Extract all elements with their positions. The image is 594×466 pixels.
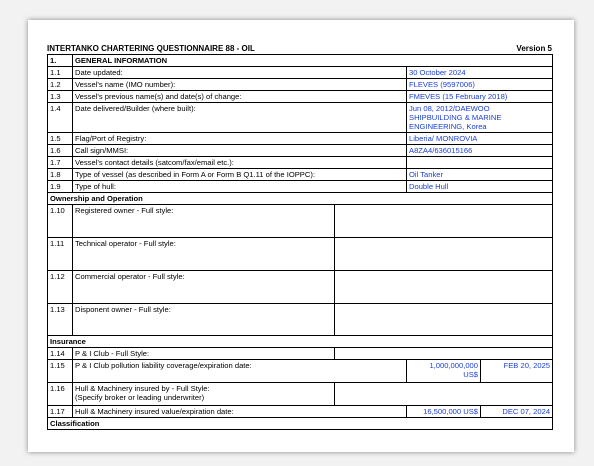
row-number: 1.10 bbox=[48, 205, 73, 238]
expiration-date[interactable]: DEC 07, 2024 bbox=[481, 406, 553, 418]
row-number: 1.12 bbox=[48, 271, 73, 304]
row-number: 1.15 bbox=[48, 360, 73, 383]
row-value[interactable] bbox=[335, 205, 553, 238]
row-value[interactable]: Oil Tanker bbox=[407, 169, 553, 181]
document-title: INTERTANKO CHARTERING QUESTIONNAIRE 88 - OIL bbox=[47, 44, 255, 53]
table-row bbox=[48, 145, 553, 157]
table-row bbox=[48, 360, 553, 383]
table-row bbox=[48, 348, 553, 360]
row-value[interactable] bbox=[335, 348, 553, 360]
row-number: 1.8 bbox=[48, 169, 73, 181]
table-row bbox=[48, 193, 553, 205]
row-label: Registered owner - Full style: bbox=[73, 205, 335, 238]
row-label: Flag/Port of Registry: bbox=[73, 133, 407, 145]
row-number: 1.14 bbox=[48, 348, 73, 360]
row-number: 1.16 bbox=[48, 383, 73, 406]
value-line: SHIPBUILDING & MARINE bbox=[409, 113, 502, 122]
row-number: 1.13 bbox=[48, 304, 73, 336]
row-value[interactable]: A8ZA4/636015166 bbox=[407, 145, 553, 157]
value-line: ENGINEERING, Korea bbox=[409, 122, 487, 131]
row-value[interactable]: Liberia/ MONROVIA bbox=[407, 133, 553, 145]
row-number: 1.2 bbox=[48, 79, 73, 91]
row-value[interactable] bbox=[335, 271, 553, 304]
row-number: 1.4 bbox=[48, 103, 73, 133]
document-header bbox=[47, 44, 552, 54]
table-row bbox=[48, 103, 553, 133]
insured-value[interactable]: 16,500,000 US$ bbox=[407, 406, 481, 418]
row-value[interactable]: FMEVES (15 February 2018) bbox=[407, 91, 553, 103]
table-row bbox=[48, 238, 553, 271]
row-label: Type of vessel (as described in Form A or Form B Q1.11 of the IOPPC): bbox=[73, 169, 407, 181]
table-row bbox=[48, 406, 553, 418]
table-row bbox=[48, 418, 553, 430]
row-number: 1.11 bbox=[48, 238, 73, 271]
questionnaire-table bbox=[47, 54, 553, 430]
row-number: 1.6 bbox=[48, 145, 73, 157]
table-row bbox=[48, 133, 553, 145]
value-line: Jun 08, 2012/DAEWOO bbox=[409, 104, 490, 113]
section-heading: Insurance bbox=[48, 336, 553, 348]
row-label: Type of hull: bbox=[73, 181, 407, 193]
amount-unit: US$ bbox=[463, 370, 478, 379]
row-label: Date delivered/Builder (where built): bbox=[73, 103, 407, 133]
coverage-amount[interactable] bbox=[407, 360, 481, 383]
table-row bbox=[48, 55, 553, 67]
row-number: 1. bbox=[48, 55, 73, 67]
row-number: 1.9 bbox=[48, 181, 73, 193]
label-line: (Specify broker or leading underwriter) bbox=[75, 393, 205, 402]
section-heading: Ownership and Operation bbox=[48, 193, 553, 205]
row-label: Vessel's contact details (satcom/fax/email etc.): bbox=[73, 157, 407, 169]
row-value[interactable] bbox=[335, 383, 553, 406]
row-label: Technical operator - Full style: bbox=[73, 238, 335, 271]
table-row bbox=[48, 169, 553, 181]
row-value[interactable]: FLEVES (9597006) bbox=[407, 79, 553, 91]
document-page bbox=[28, 20, 574, 452]
table-row bbox=[48, 67, 553, 79]
row-number: 1.5 bbox=[48, 133, 73, 145]
row-number: 1.7 bbox=[48, 157, 73, 169]
row-label: Call sign/MMSI: bbox=[73, 145, 407, 157]
amount-line: 1,000,000,000 bbox=[429, 361, 478, 370]
row-value[interactable] bbox=[407, 103, 553, 133]
row-label: Disponent owner - Full style: bbox=[73, 304, 335, 336]
table-row bbox=[48, 383, 553, 406]
expiration-date[interactable]: FEB 20, 2025 bbox=[481, 360, 553, 383]
table-row bbox=[48, 157, 553, 169]
row-number: 1.17 bbox=[48, 406, 73, 418]
row-value[interactable]: Double Hull bbox=[407, 181, 553, 193]
row-number: 1.1 bbox=[48, 67, 73, 79]
table-row bbox=[48, 271, 553, 304]
row-value[interactable] bbox=[335, 238, 553, 271]
section-heading: Classification bbox=[48, 418, 553, 430]
row-label: P & I Club pollution liability coverage/expiration date: bbox=[73, 360, 407, 383]
row-value[interactable] bbox=[407, 157, 553, 169]
row-value[interactable]: 30 October 2024 bbox=[407, 67, 553, 79]
row-label: Vessel's previous name(s) and date(s) of change: bbox=[73, 91, 407, 103]
table-row bbox=[48, 304, 553, 336]
row-label: Hull & Machinery insured value/expiration date: bbox=[73, 406, 407, 418]
document-version: Version 5 bbox=[516, 44, 552, 53]
row-label: Date updated: bbox=[73, 67, 407, 79]
row-label: Vessel's name (IMO number): bbox=[73, 79, 407, 91]
row-number: 1.3 bbox=[48, 91, 73, 103]
table-row bbox=[48, 91, 553, 103]
row-label: Commercial operator - Full style: bbox=[73, 271, 335, 304]
table-row bbox=[48, 205, 553, 238]
table-row bbox=[48, 181, 553, 193]
row-value[interactable] bbox=[335, 304, 553, 336]
table-row bbox=[48, 336, 553, 348]
table-row bbox=[48, 79, 553, 91]
row-label: P & I Club - Full Style: bbox=[73, 348, 335, 360]
section-heading: GENERAL INFORMATION bbox=[73, 55, 553, 67]
row-label bbox=[73, 383, 335, 406]
label-line: Hull & Machinery insured by - Full Style: bbox=[75, 384, 210, 393]
